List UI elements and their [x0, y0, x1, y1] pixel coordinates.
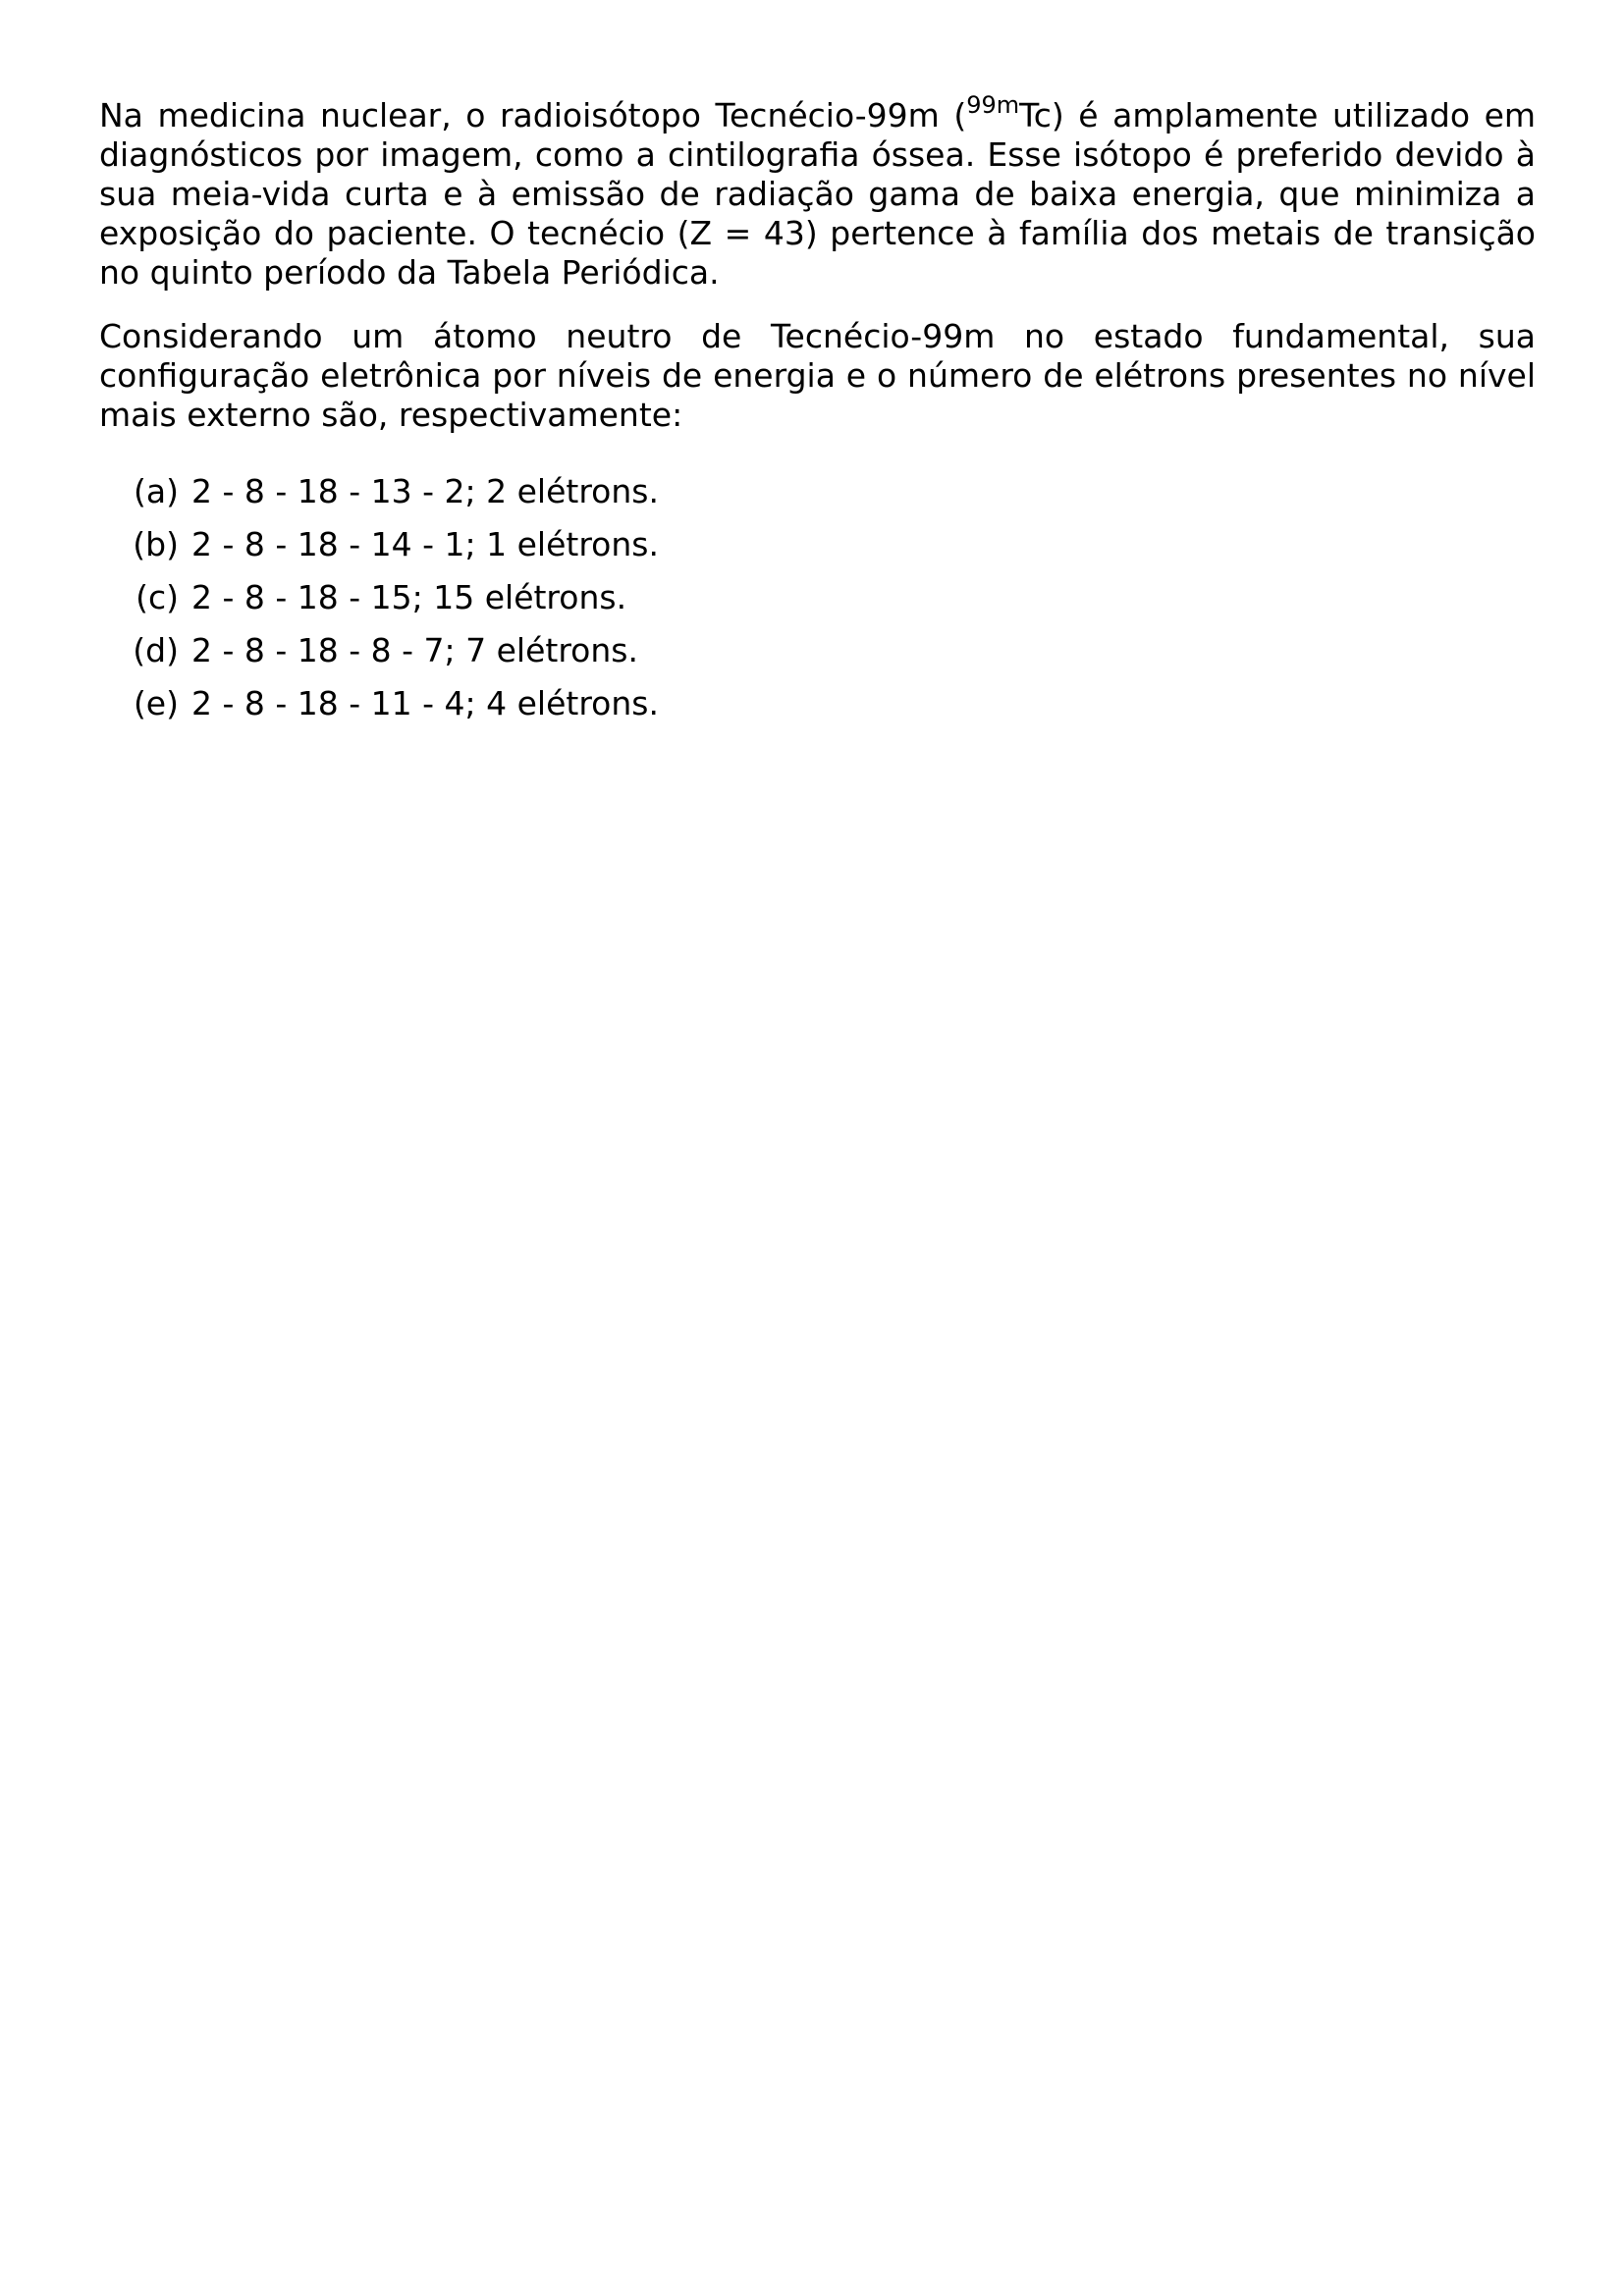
- option-text: 2 - 8 - 18 - 11 - 4; 4 elétrons.: [191, 684, 659, 722]
- context-paragraph: [99, 91, 1537, 293]
- option-b[interactable]: [99, 525, 1536, 578]
- option-letter: (a): [134, 472, 179, 510]
- option-letter: (d): [133, 631, 179, 669]
- option-text: 2 - 8 - 18 - 13 - 2; 2 elétrons.: [191, 472, 659, 510]
- question-content: [99, 91, 1537, 737]
- isotope-symbol: Tc: [1019, 96, 1052, 134]
- option-letter: (e): [133, 684, 179, 722]
- option-d[interactable]: [99, 631, 1536, 684]
- answer-options: [99, 472, 1536, 737]
- context-text-start: Na medicina nuclear, o radioisótopo Tecnécio-99m (: [99, 96, 967, 134]
- option-c[interactable]: [99, 578, 1536, 631]
- option-text: 2 - 8 - 18 - 8 - 7; 7 elétrons.: [191, 631, 638, 669]
- question-paragraph: Considerando um átomo neutro de Tecnécio-99m no estado fundamental, sua configuração eletrônica por níveis de energia e o número de elétrons presentes no nível mais externo são, respectivamente:: [99, 317, 1536, 434]
- context-text-end: ) é amplamente utilizado em diagnósticos por imagem, como a cintilografia óssea. Esse isótopo é preferido devido à sua meia-vida curta e à emissão de radiação gama de baixa energia, que minimiza a exposição do paciente. O tecnécio (Z = 43) pertence à família dos metais de transição no quinto período da Tabela Periódica.: [99, 96, 1537, 292]
- option-text: 2 - 8 - 18 - 15; 15 elétrons.: [191, 578, 627, 616]
- isotope-mass-number: 99m: [966, 91, 1020, 119]
- option-a[interactable]: [99, 472, 1536, 525]
- option-e[interactable]: [99, 684, 1536, 737]
- option-text: 2 - 8 - 18 - 14 - 1; 1 elétrons.: [191, 525, 659, 563]
- option-letter: (b): [133, 525, 179, 563]
- option-letter: (c): [135, 578, 179, 616]
